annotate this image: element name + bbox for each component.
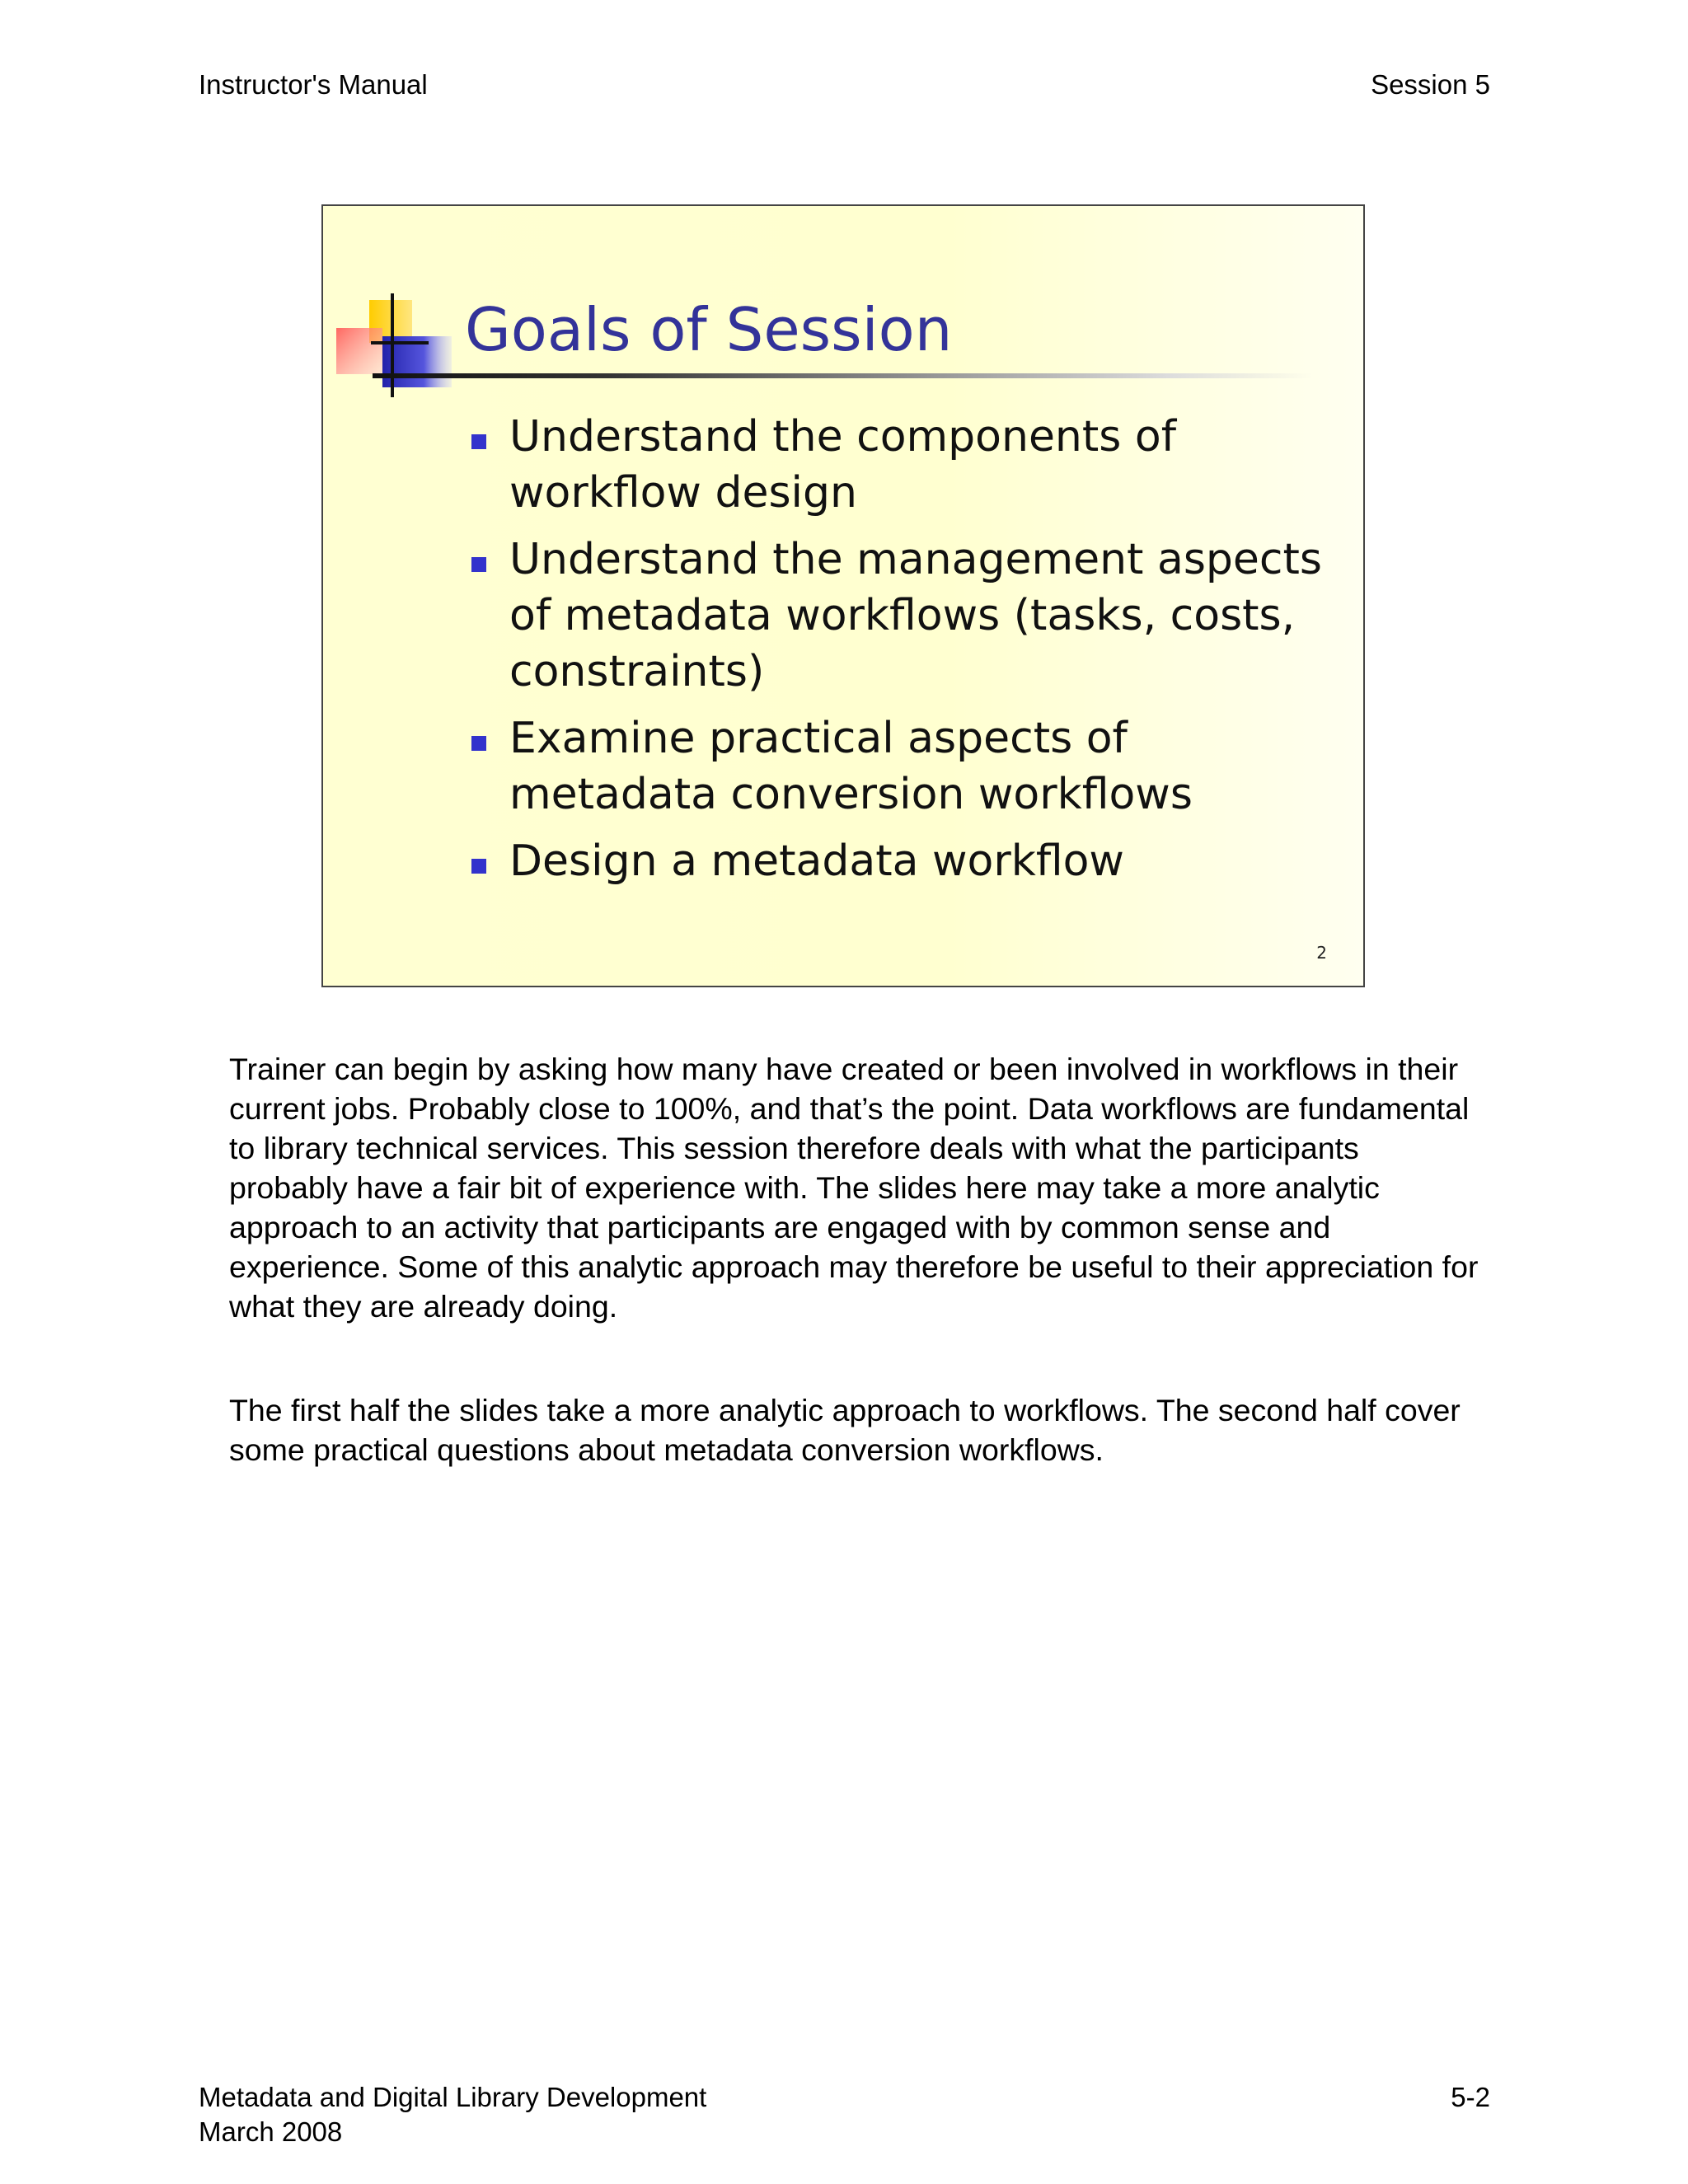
footer-course-info xyxy=(199,2080,706,2149)
slide-title: Goals of Session xyxy=(465,295,953,364)
square-bullet-icon xyxy=(471,557,486,572)
instructor-notes xyxy=(229,1049,1482,1534)
slide-logo-icon xyxy=(336,285,452,409)
bullet-text: Understand the components of workflow design xyxy=(509,412,1177,518)
notes-paragraph: The first half the slides take a more analytic approach to workflows. The second half cover some practical questions about metadata conversion workflows. xyxy=(229,1393,1461,1467)
footer-course-title: Metadata and Digital Library Development xyxy=(199,2082,707,2112)
bullet-item xyxy=(471,833,1345,889)
bullet-item xyxy=(471,532,1345,700)
footer-page-number: 5-2 xyxy=(1451,2082,1490,2112)
slide-bullet-list xyxy=(471,409,1345,900)
square-bullet-icon xyxy=(471,859,486,874)
header-session-label: Session 5 xyxy=(1371,69,1490,100)
title-divider xyxy=(373,373,1312,378)
bullet-item xyxy=(471,710,1345,823)
square-bullet-icon xyxy=(471,736,486,751)
square-bullet-icon xyxy=(471,434,486,449)
slide-number: 2 xyxy=(1316,943,1327,963)
bullet-item xyxy=(471,409,1345,521)
bullet-text: Examine practical aspects of metadata conversion workflows xyxy=(509,714,1193,819)
bullet-text: Understand the management aspects of metadata workflows (tasks, costs, constraints) xyxy=(509,535,1322,696)
notes-paragraph: Trainer can begin by asking how many have created or been involved in workflows in their current jobs. Probably close to 100%, and that’s the point. Data workflows are fundamental to library technical services. This session therefore deals with what the participants probably have a fair bit of experience with. The slides here may take a more analytic approach to an activity that participants are engaged with by common sense and experience. Some of this analytic approach may therefore be useful to their appreciation for what they are already doing. xyxy=(229,1052,1479,1324)
bullet-text: Design a metadata workflow xyxy=(509,837,1124,886)
header-manual-title: Instructor's Manual xyxy=(199,69,428,100)
slide-thumbnail xyxy=(321,204,1365,987)
footer-date: March 2008 xyxy=(199,2116,343,2147)
